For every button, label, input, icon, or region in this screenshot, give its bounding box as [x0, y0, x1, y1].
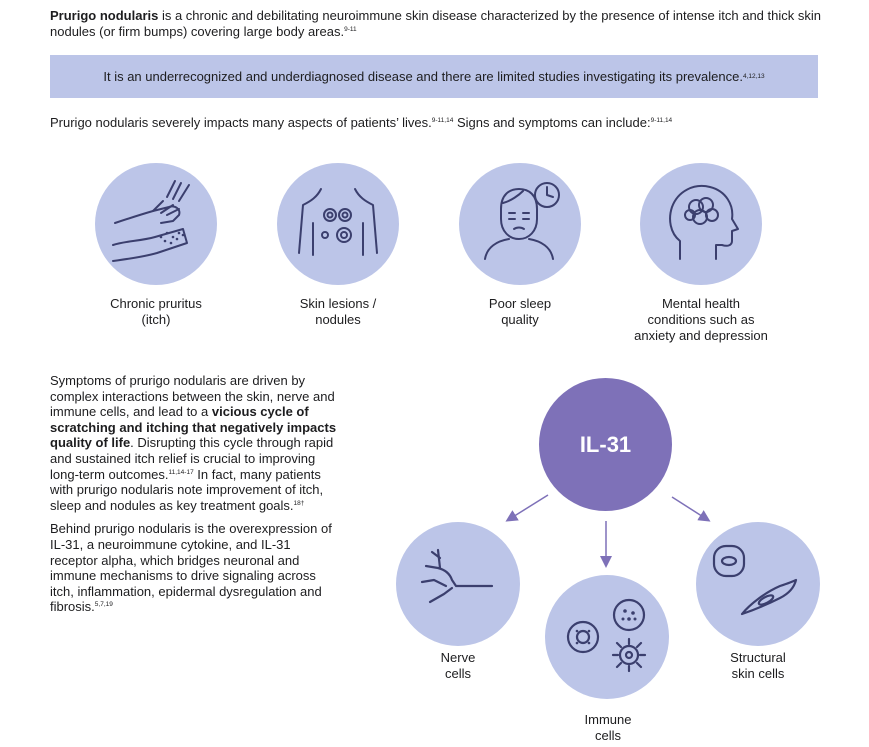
body-ref: 18†	[293, 499, 305, 507]
intro-text: is a chronic and debilitating neuroimmune skin disease characterized by the presence of intense itch and thick skin nodules (or firm bumps) covering large body areas.	[50, 8, 821, 39]
structural-skin-cell-icon	[696, 522, 820, 646]
immune-cell-circle	[545, 575, 669, 699]
structural-cell-circle	[696, 522, 820, 646]
body-text-span: Behind prurigo nodularis is the overexpression of IL-31, a neuroimmune cytokine, and IL-31 receptor alpha, which bridges neuronal and immune mechanisms to drive signaling across itch, inflammation, epidermal dysregulation and fibrosis.	[50, 521, 332, 615]
arrow-to-structural	[672, 497, 708, 520]
cell-label-line: cells	[444, 666, 471, 681]
structural-cell-label	[698, 650, 818, 682]
symptom-label-line: anxiety and depression	[634, 328, 768, 343]
cell-label-line: Structural	[730, 650, 786, 665]
intro-bold-term: Prurigo nodularis	[50, 8, 159, 23]
body-ref: 11,14-17	[168, 468, 194, 476]
arrow-to-nerve	[508, 495, 548, 520]
nerve-cell-label	[398, 650, 518, 682]
immune-cell-label	[548, 712, 668, 744]
body-text-span: Symptoms of prurigo nodularis are driven by complex interactions between the skin, nerve and immune cells, and lead to a	[50, 373, 335, 420]
cell-label-line: cells	[594, 728, 621, 743]
symptom-label-line: Poor sleep	[488, 296, 552, 311]
banner-text: It is an underrecognized and underdiagnosed disease and there are limited studies investigating its prevalence.	[103, 69, 743, 84]
subheading-text-1: Prurigo nodularis severely impacts many aspects of patients’ lives.	[50, 115, 432, 130]
body-text-span: In fact, many patients with prurigo nodularis note improvement of itch, sleep and nodules as key treatment goals.	[50, 466, 324, 513]
nerve-cell-icon	[396, 522, 520, 646]
symptom-label-line: Skin lesions /	[299, 296, 377, 311]
symptom-label-line: quality	[501, 312, 539, 327]
symptom-label-line: Chronic pruritus	[110, 296, 202, 311]
subheading-text-2: Signs and symptoms can include:	[453, 115, 651, 130]
symptom-label-line: Mental health	[661, 296, 741, 311]
symptom-label-line: nodules	[315, 312, 361, 327]
body-bold-phrase: vicious cycle of scratching and itching that negatively impacts quality of life	[50, 404, 337, 451]
cell-label-line: Immune	[584, 712, 632, 727]
il31-label: IL-31	[579, 431, 632, 457]
cell-label-line: skin cells	[731, 666, 785, 681]
body-text-span: . Disrupting this cycle through rapid and sustained itch relief is crucial to improving long-term outcomes.	[50, 435, 334, 482]
immune-cells-icon	[545, 575, 669, 699]
nerve-cell-circle	[396, 522, 520, 646]
il31-circle	[539, 378, 672, 511]
subheading-ref-1: 9-11,14	[431, 117, 454, 124]
cell-label-line: Nerve	[440, 650, 476, 665]
intro-ref: 9-11	[344, 26, 357, 33]
prevalence-banner: It is an underrecognized and underdiagnosed disease and there are limited studies investigating its prevalence. 4,12,13	[50, 55, 818, 98]
symptom-label-line: (itch)	[141, 312, 171, 327]
symptom-label-line: conditions such as	[647, 312, 755, 327]
body-ref: 5,7,19	[94, 601, 113, 609]
subheading-ref-2: 9-11,14	[650, 117, 673, 124]
